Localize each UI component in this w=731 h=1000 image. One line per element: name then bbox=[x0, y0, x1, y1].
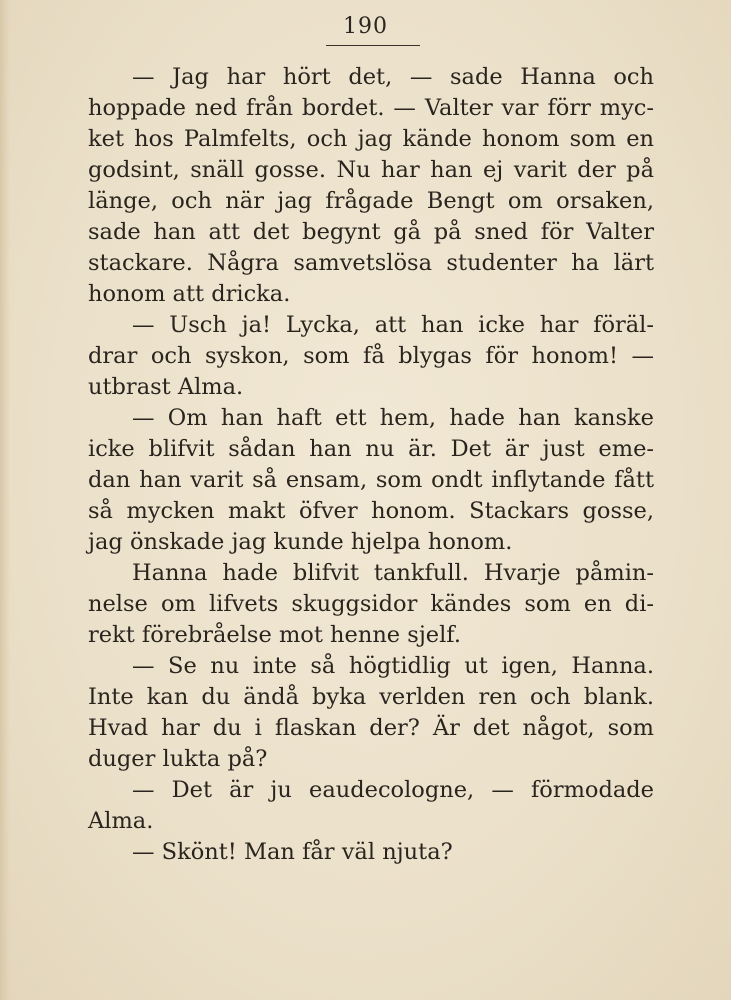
text-line: stackare. Några samvetslösa studenter ha lärt bbox=[88, 250, 654, 276]
header-rule bbox=[326, 45, 420, 46]
page-number: 190 bbox=[343, 14, 388, 39]
text-line: Inte kan du ändå byka verlden ren och blank. bbox=[88, 684, 654, 710]
text-line: — Jag har hört det, — sade Hanna och bbox=[132, 64, 654, 90]
page-edge-shadow bbox=[0, 0, 10, 1000]
text-line: Hanna hade blifvit tankfull. Hvarje påmin- bbox=[132, 560, 654, 586]
text-line: Alma. bbox=[88, 808, 154, 834]
text-line: godsint, snäll gosse. Nu har han ej varit der på bbox=[88, 157, 654, 183]
text-line: länge, och när jag frågade Bengt om orsaken, bbox=[88, 188, 654, 214]
text-line: dan han varit så ensam, som ondt inflytande fått bbox=[88, 467, 654, 493]
text-line: icke blifvit sådan han nu är. Det är just eme- bbox=[88, 436, 654, 462]
text-line: hoppade ned från bordet. — Valter var förr myc- bbox=[88, 95, 654, 121]
text-line: — Skönt! Man får väl njuta? bbox=[132, 839, 453, 865]
text-line: sade han att det begynt gå på sned för Valter bbox=[88, 219, 654, 245]
text-line: ket hos Palmfelts, och jag kände honom som en bbox=[88, 126, 654, 152]
text-line: Hvad har du i flaskan der? Är det något, som bbox=[88, 715, 654, 741]
text-line: nelse om lifvets skuggsidor kändes som en di- bbox=[88, 591, 654, 617]
text-line: så mycken makt öfver honom. Stackars gosse, bbox=[88, 498, 654, 524]
text-line: rekt förebråelse mot henne sjelf. bbox=[88, 622, 461, 648]
text-line: drar och syskon, som få blygas för honom! — bbox=[88, 343, 654, 369]
text-line: — Det är ju eaudecologne, — förmodade bbox=[132, 777, 654, 803]
text-line: jag önskade jag kunde hjelpa honom. bbox=[88, 529, 513, 555]
text-line: — Usch ja! Lycka, att han icke har föräl- bbox=[132, 312, 654, 338]
text-line: — Om han haft ett hem, hade han kanske bbox=[132, 405, 654, 431]
text-line: honom att dricka. bbox=[88, 281, 291, 307]
text-line: — Se nu inte så högtidlig ut igen, Hanna. bbox=[132, 653, 654, 679]
body-text bbox=[88, 62, 654, 868]
text-line: utbrast Alma. bbox=[88, 374, 244, 400]
text-line: duger lukta på? bbox=[88, 746, 268, 772]
